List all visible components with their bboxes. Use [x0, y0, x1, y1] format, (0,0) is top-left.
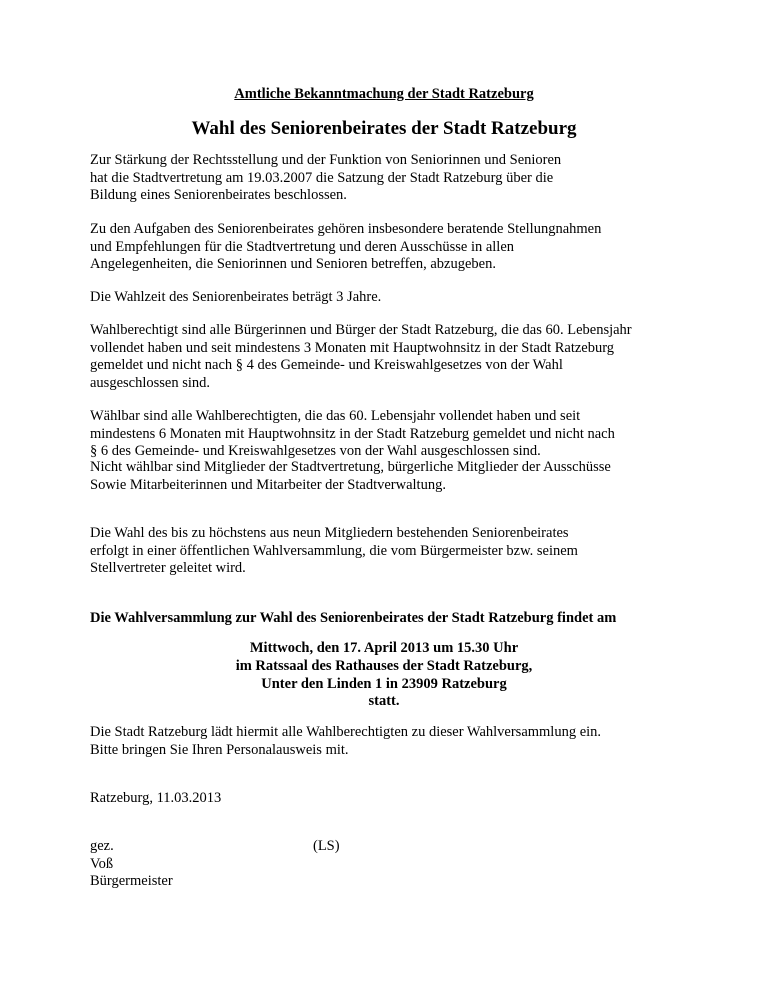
event-details — [0, 640, 768, 711]
signature-block — [90, 838, 173, 891]
paragraph-eligibility: Wahlberechtigt sind alle Bürgerinnen und Bürger der Stadt Ratzeburg, die das 60. Lebensjahr vollendet haben und seit mindestens 3 Monaten mit Hauptwohnsitz in der Stadt Ratzeburg gemeldet und nicht nach § 4 des Gemeinde- und Kreiswahlgesetzes von der Wahl ausgeschlossen sind. — [90, 322, 632, 391]
paragraph-procedure: Die Wahl des bis zu höchstens aus neun Mitgliedern bestehenden Seniorenbeirates erfolgt in einer öffentlichen Wahlversammlung, die vom Bürgermeister bzw. seinem Stellvertreter geleitet wird. — [90, 525, 578, 576]
event-closing: statt. — [368, 693, 400, 710]
signature-name: Voß — [90, 855, 114, 872]
event-date: Mittwoch, den 17. April 2013 um 15.30 Uhr — [249, 640, 519, 656]
event-address: Unter den Linden 1 in 23909 Ratzeburg — [261, 675, 507, 692]
announcement: Die Wahlversammlung zur Wahl des Seniorenbeirates der Stadt Ratzeburg findet am — [90, 610, 617, 626]
invitation: Die Stadt Ratzeburg lädt hiermit alle Wahlberechtigten zu dieser Wahlversammlung ein. Bitte bringen Sie Ihren Personalausweis mit. — [90, 724, 602, 758]
paragraph-electability: Wählbar sind alle Wahlberechtigten, die das 60. Lebensjahr vollendet haben und seit mindestens 6 Monaten mit Hauptwohnsitz in der Stadt Ratzeburg gemeldet und nicht nach § 6 des Gemeinde- und Kreiswahlgesetzes von der Wahl ausgeschlossen sind. — [90, 408, 615, 459]
paragraph-exclusions: Nicht wählbar sind Mitglieder der Stadtvertretung, bürgerliche Mitglieder der Ausschüsse Sowie Mitarbeiterinnen und Mitarbeiter der Stadtverwaltung. — [90, 459, 611, 493]
signature-role: Bürgermeister — [90, 873, 173, 889]
page-title: Wahl des Seniorenbeirates der Stadt Ratzeburg — [191, 118, 577, 139]
signature-prefix: gez. — [90, 838, 114, 854]
paragraph-purpose: Zur Stärkung der Rechtsstellung und der Funktion von Seniorinnen und Senioren hat die Stadtvertretung am 19.03.2007 die Satzung der Stadt Ratzeburg über die Bildung eines Seniorenbeirates beschlossen. — [90, 152, 562, 203]
seal-mark: (LS) — [313, 838, 340, 854]
paragraph-term: Die Wahlzeit des Seniorenbeirates beträgt 3 Jahre. — [90, 289, 382, 305]
paragraph-tasks: Zu den Aufgaben des Seniorenbeirates gehören insbesondere beratende Stellungnahmen und Empfehlungen für die Stadtvertretung und deren Ausschüsse in allen Angelegenheiten, die Seniorinnen und Senioren betreffen, abzugeben. — [90, 221, 602, 272]
event-venue: im Ratssaal des Rathauses der Stadt Ratzeburg, — [235, 657, 533, 674]
place-date: Ratzeburg, 11.03.2013 — [90, 790, 222, 806]
notice-header: Amtliche Bekanntmachung der Stadt Ratzeburg — [234, 86, 534, 102]
